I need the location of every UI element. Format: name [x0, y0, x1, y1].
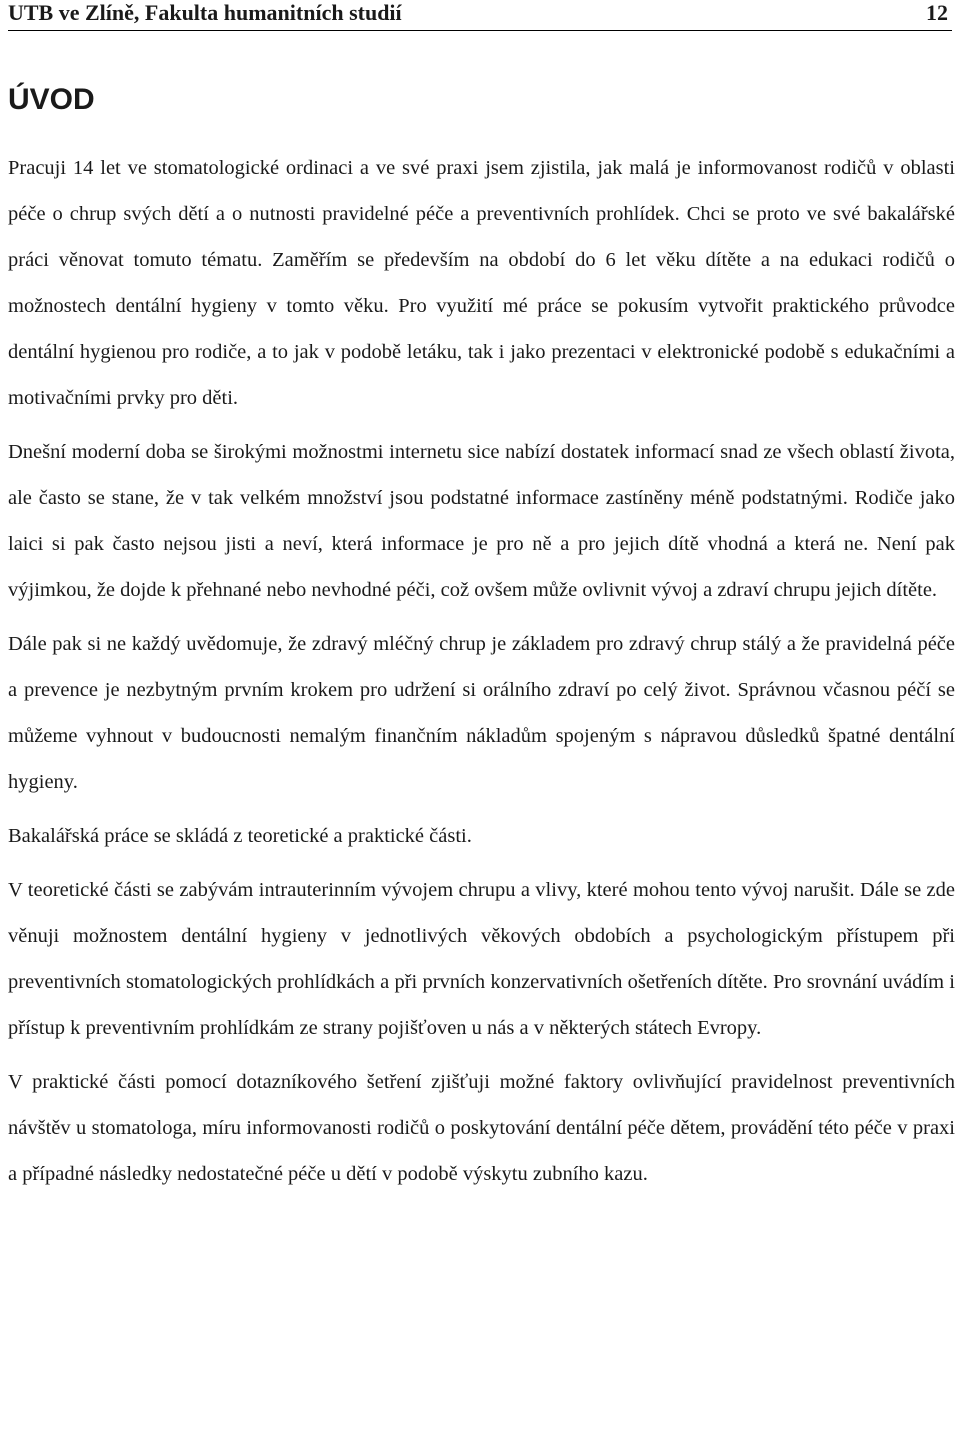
page-number: 12	[926, 0, 948, 25]
paragraph: Pracuji 14 let ve stomatologické ordinaci a ve své praxi jsem zjistila, jak malá je informovanost rodičů v oblasti péče o chrup svých dětí a o nutnosti pravidelné péče a preventivních prohlídek. Chci se proto ve své bakalářské práci věnovat tomuto tématu. Zaměřím se především na období do 6 let věku dítěte a na edukaci rodičů o možnostech dentální hygieny v tomto věku. Pro využití mé práce se pokusím vytvořit praktického průvodce dentální hygienou pro rodiče, a to jak v podobě letáku, tak i jako prezentaci v elektronické podobě s edukačními a motivačními prvky pro děti.	[8, 157, 955, 409]
paragraph: Dále pak si ne každý uvědomuje, že zdravý mléčný chrup je základem pro zdravý chrup stálý a že pravidelná péče a prevence je nezbytným prvním krokem pro udržení si orálního zdraví po celý život. Správnou včasnou péčí se můžeme vyhnout v budoucnosti nemalým finančním nákladům spojeným s nápravou důsledků špatné dentální hygieny.	[8, 633, 955, 793]
running-header	[8, 0, 952, 31]
body-text	[8, 145, 955, 1197]
paragraph: V teoretické části se zabývám intrauterinním vývojem chrupu a vlivy, které mohou tento vývoj narušit. Dále se zde věnuji možnostem dentální hygieny v jednotlivých věkových obdobích a psychologickým přístupem při preventivních stomatologických prohlídkách a při prvních konzervativních ošetřeních dítěte. Pro srovnání uvádím i přístup k preventivním prohlídkám ze strany pojišťoven u nás a v některých státech Evropy.	[8, 879, 955, 1039]
paragraph: V praktické části pomocí dotazníkového šetření zjišťuji možné faktory ovlivňující pravidelnost preventivních návštěv u stomatologa, míru informovanosti rodičů o poskytování dentální péče dětem, provádění této péče v praxi a případné následky nedostatečné péče u dětí v podobě výskytu zubního kazu.	[8, 1071, 955, 1185]
paragraph: Bakalářská práce se skládá z teoretické a praktické části.	[8, 825, 472, 847]
chapter-heading: ÚVOD	[8, 83, 95, 116]
paragraph: Dnešní moderní doba se širokými možnostmi internetu sice nabízí dostatek informací snad ze všech oblastí života, ale často se stane, že v tak velkém množství jsou podstatné informace zastíněny méně podstatnými. Rodiče jako laici si pak často nejsou jisti a neví, která informace je pro ně a pro jejich dítě vhodná a která ne. Není pak výjimkou, že dojde k přehnané nebo nevhodné péči, což ovšem může ovlivnit vývoj a zdraví chrupu jejich dítěte.	[8, 441, 955, 601]
header-title: UTB ve Zlíně, Fakulta humanitních studií	[8, 0, 402, 25]
